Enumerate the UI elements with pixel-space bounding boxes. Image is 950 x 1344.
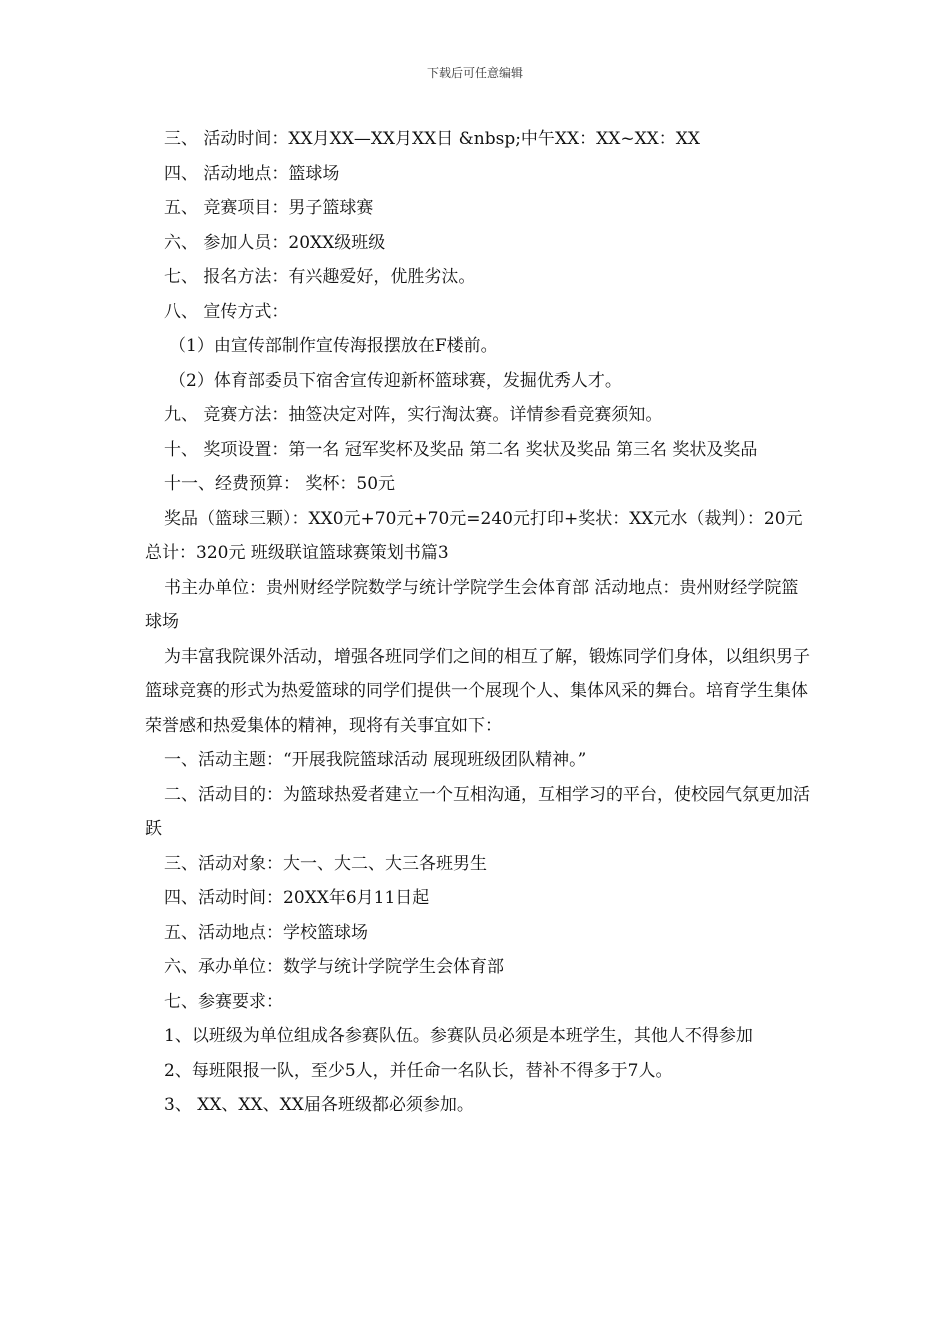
paragraph-publicity-2: （2）体育部委员下宿舍宣传迎新杯篮球赛，发掘优秀人才。 [169, 370, 622, 391]
paragraph-purpose: 二、活动目的：为篮球热爱者建立一个互相沟通，互相学习的平台，使校园气氛更加活跃 [145, 784, 810, 839]
paragraph-activity-time: 三、 活动时间：XX月XX—XX月XX日 &nbsp;中午XX：XX~XX：XX [164, 129, 700, 149]
paragraph-location: 五、活动地点：学校篮球场 [164, 922, 368, 943]
paragraph-host: 六、承办单位：数学与统计学院学生会体育部 [164, 957, 504, 977]
paragraph-prizes: 奖品（篮球三颗）：XX0元+70元+70元=240元打印+奖状：XX元水（裁判）：20元总计：320元 班级联谊篮球赛策划书篇3 [145, 508, 803, 563]
paragraph-requirement-3: 3、 XX、XX、XX届各班级都必须参加。 [164, 1095, 474, 1115]
paragraph-competition-event: 五、 竞赛项目：男子篮球赛 [164, 198, 374, 218]
paragraph-requirement-1: 1、以班级为单位组成各参赛队伍。参赛队员必须是本班学生，其他人不得参加 [164, 1026, 753, 1046]
paragraph-target: 三、活动对象：大一、大二、大三各班男生 [164, 853, 487, 874]
paragraph-theme: 一、活动主题：“开展我院篮球活动 展现班级团队精神。” [164, 750, 587, 770]
paragraph-requirement-2: 2、每班限报一队，至少5人，并任命一名队长，替补不得多于7人。 [164, 1060, 673, 1081]
paragraph-time: 四、活动时间：20XX年6月11日起 [164, 888, 430, 908]
paragraph-introduction: 为丰富我院课外活动，增强各班同学们之间的相互了解，锻炼同学们身体，以组织男子篮球竞赛的形式为热爱篮球的同学们提供一个展现个人、集体风采的舞台。培育学生集体荣誉感和热爱集体的精神，现将有关事宜如下： [145, 646, 810, 736]
paragraph-publicity: 八、 宣传方式： [164, 301, 289, 322]
document-body [145, 122, 810, 1123]
paragraph-competition-method: 九、 竞赛方法：抽签决定对阵，实行淘汰赛。详情参看竞赛须知。 [164, 405, 663, 425]
page-header: 下载后可任意编辑 [426, 66, 523, 80]
paragraph-requirements: 七、参赛要求： [164, 991, 283, 1012]
paragraph-publicity-1: （1）由宣传部制作宣传海报摆放在F楼前。 [169, 336, 498, 356]
paragraph-participants: 六、 参加人员：20XX级班级 [164, 232, 386, 253]
paragraph-organizer: 书主办单位：贵州财经学院数学与统计学院学生会体育部 活动地点：贵州财经学院篮球场 [145, 577, 799, 632]
paragraph-awards: 十、 奖项设置：第一名 冠军奖杯及奖品 第二名 奖状及奖品 第三名 奖状及奖品 [164, 439, 758, 460]
paragraph-activity-location: 四、 活动地点：篮球场 [164, 163, 340, 184]
paragraph-registration: 七、 报名方法：有兴趣爱好，优胜劣汰。 [164, 267, 476, 287]
paragraph-budget: 十一、经费预算： 奖杯：50元 [164, 474, 396, 494]
